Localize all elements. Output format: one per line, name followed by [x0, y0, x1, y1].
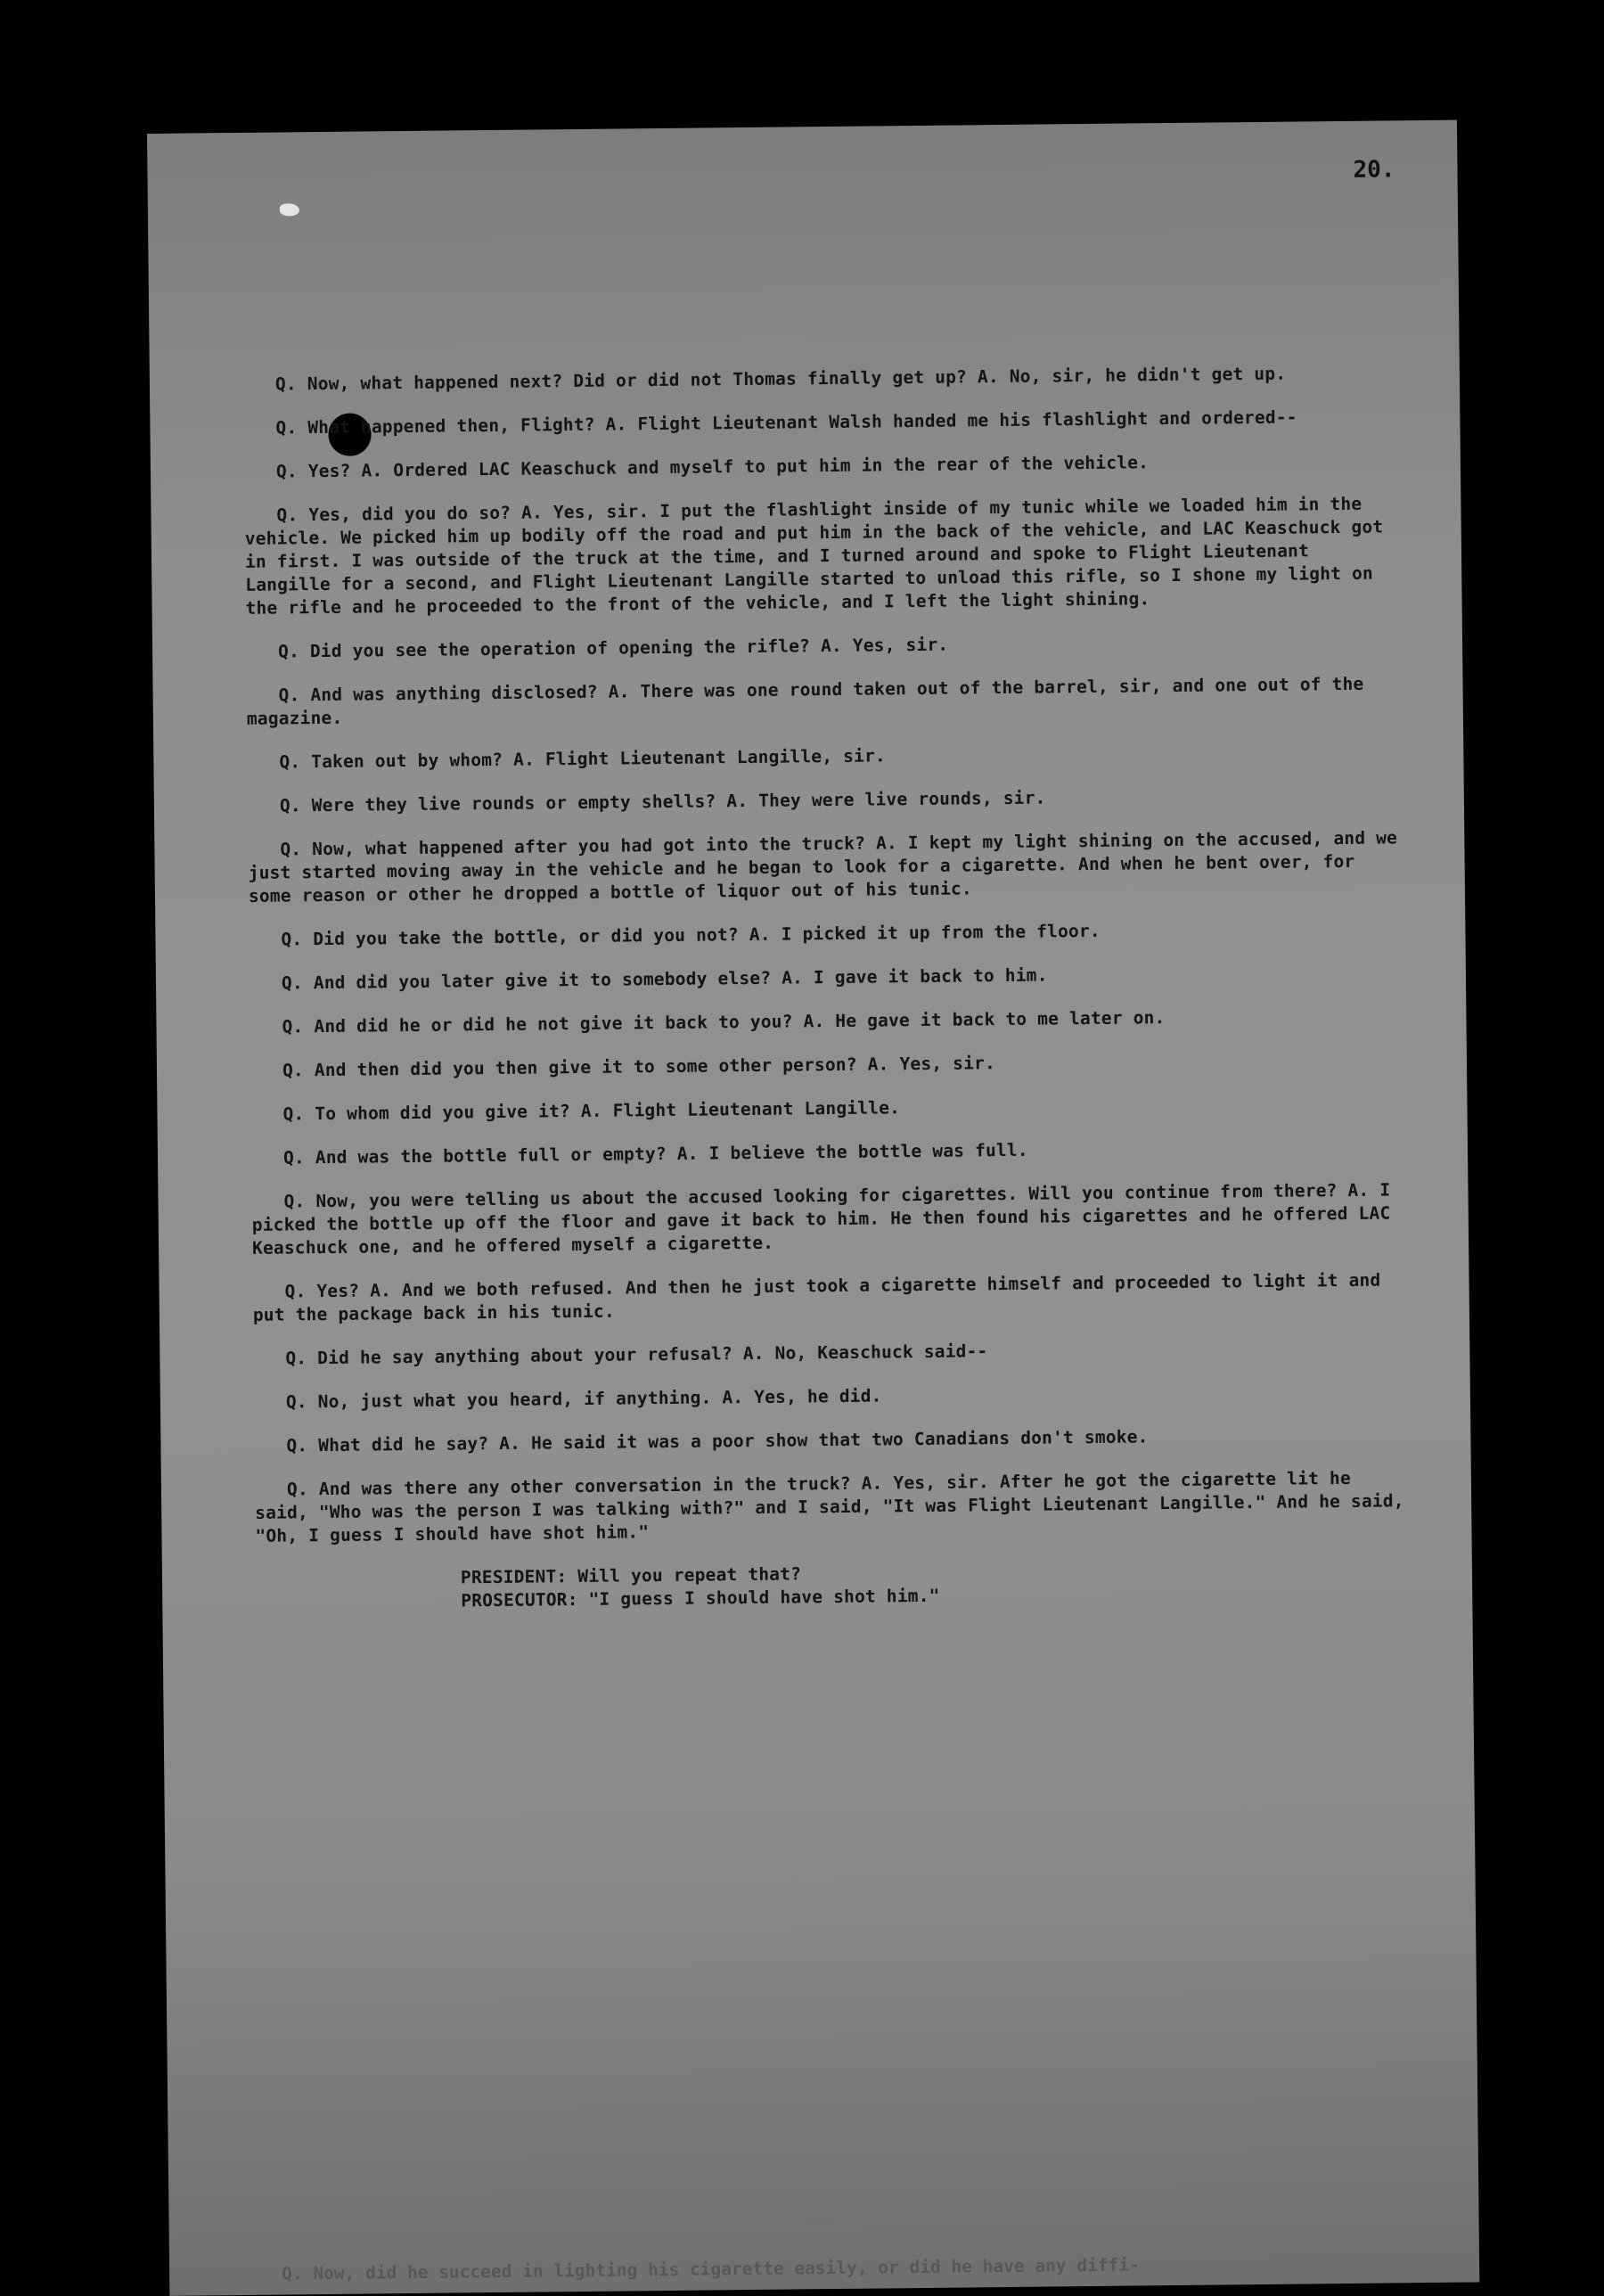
- transcript-paragraph: Q. Did you take the bottle, or did you not? A. I picked it up from the floor.: [281, 920, 1101, 950]
- speaker-text: "I guess I should have shot him.": [588, 1585, 940, 1610]
- transcript-paragraph: Q. And did you later give it to somebody else? A. I gave it back to him.: [281, 964, 1048, 994]
- transcript-paragraph: Q. And was there any other conversation in the truck? A. Yes, sir. After he got the cigarette lit he said, "Who was the person I was talking with?" and I said, "It was Flight Lieutenant Langille." And he said, "Oh, I guess I should have shot him.": [255, 1467, 1404, 1546]
- transcript-paragraph: Q. And was the bottle full or empty? A. I believe the bottle was full.: [282, 1139, 1028, 1168]
- document-page: [147, 120, 1479, 2296]
- transcript-paragraph: Q. Now, what happened after you had got into the truck? A. I kept my light shining on the accused, and we just started moving away in the vehicle and he began to look for a cigarette. And when he bent over, for some reason or other he dropped a bottle of liquor out of his tunic.: [248, 827, 1398, 906]
- transcript-paragraph: Q. Were they live rounds or empty shells? A. They were live rounds, sir.: [279, 787, 1046, 816]
- transcript-paragraph: Q. Yes? A. Ordered LAC Keaschuck and myself to put him in the rear of the vehicle.: [275, 452, 1150, 482]
- trailing-partial-line: Q. Now, did he succeed in lighting his cigarette easily, or did he have any diffi-: [282, 2254, 1140, 2284]
- transcript-paragraph: Q. What did he say? A. He said it was a poor show that two Canadians don't smoke.: [286, 1426, 1149, 1456]
- transcript-paragraph: Q. Now, what happened next? Did or did not Thomas finally get up? A. No, sir, he didn't get up.: [274, 363, 1287, 395]
- transcript-paragraph: Q. Yes? A. And we both refused. And then he just took a cigarette himself and proceeded to light it and put the package back in his tunic.: [252, 1269, 1381, 1325]
- transcript-paragraph: Q. Taken out by whom? A. Flight Lieutenant Langille, sir.: [279, 745, 887, 773]
- transcript-paragraph: Q. And then did you then give it to some other person? A. Yes, sir.: [282, 1053, 996, 1081]
- transcript-paragraph: Q. Now, you were telling us about the accused looking for cigarettes. Will you continue from there? A. I picked the bottle up off the floor and gave it back to him. He then found his cigarettes and he offered LAC Keaschuck one, and he offered myself a cigarette.: [251, 1179, 1391, 1259]
- speaker-label: PRESIDENT:: [460, 1566, 568, 1588]
- transcript-paragraph: Q. And was anything disclosed? A. There was one round taken out of the barrel, sir, and one out of the magazine.: [246, 673, 1364, 729]
- transcript-body: [243, 361, 1406, 1614]
- court-exchange: [461, 1556, 1405, 1612]
- transcript-paragraph: Q. To whom did you give it? A. Flight Lieutenant Langille.: [282, 1097, 901, 1125]
- page-number: 20.: [1353, 156, 1395, 184]
- transcript-paragraph: Q. What happened then, Flight? A. Flight Lieutenant Walsh handed me his flashlight and ordered--: [275, 406, 1297, 439]
- paper-speck: [280, 203, 299, 216]
- transcript-paragraph: Q. Did you see the operation of opening the rifle? A. Yes, sir.: [277, 634, 949, 662]
- transcript-paragraph: Q. Yes, did you do so? A. Yes, sir. I put the flashlight inside of my tunic while we loaded him in the vehicle. We picked him up bodily off the road and put him in the back of the vehicle, and LAC Keaschuck got in first. I was outside of the truck at the time, and I turned around and spoke to Flight Lieutenant Langille for a second, and Flight Lieutenant Langille started to unload this rifle, so I shone my light on the rifle and he proceeded to the front of the vehicle, and I left the light shining.: [244, 493, 1384, 619]
- transcript-paragraph: Q. No, just what you heard, if anything. A. Yes, he did.: [285, 1385, 882, 1413]
- transcript-paragraph: Q. Did he say anything about your refusal? A. No, Keaschuck said--: [285, 1341, 988, 1369]
- speaker-label: PROSECUTOR:: [461, 1589, 578, 1611]
- speaker-text: Will you repeat that?: [577, 1563, 802, 1587]
- transcript-paragraph: Q. And did he or did he not give it back to you? A. He gave it back to me later on.: [282, 1007, 1166, 1037]
